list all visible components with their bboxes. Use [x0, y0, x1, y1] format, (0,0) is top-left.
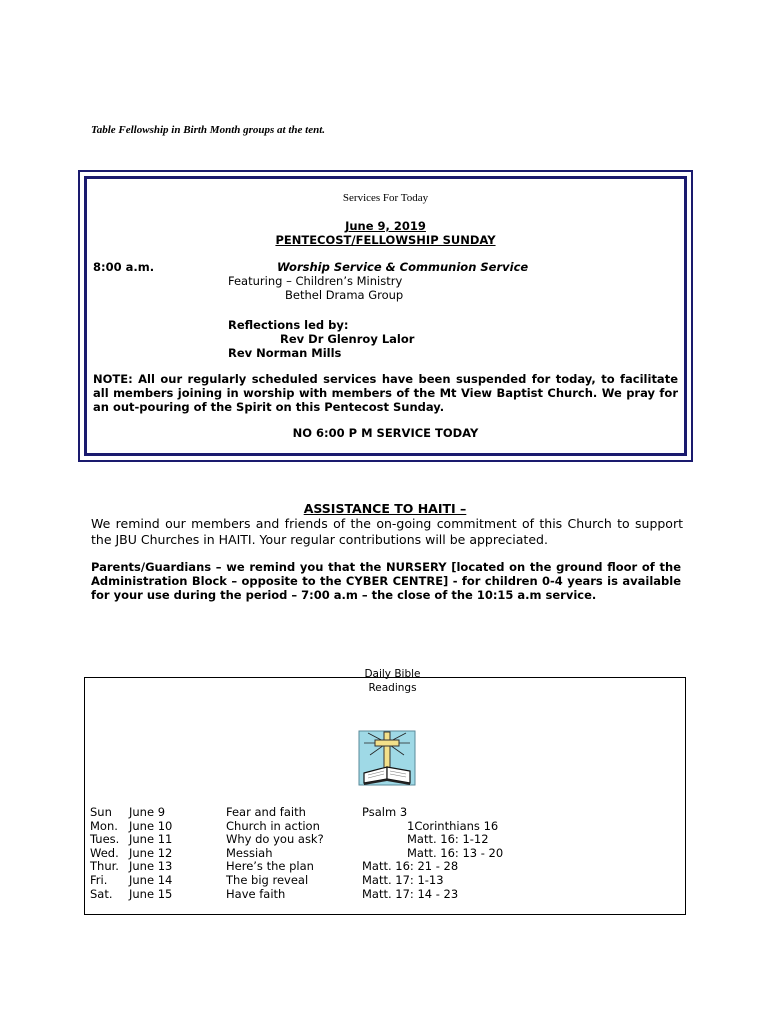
reading-reference: Matt. 16: 21 - 28 — [362, 859, 459, 874]
reflections-label: Reflections led by: — [228, 318, 349, 332]
reading-date: June 12 — [129, 845, 173, 860]
haiti-body: We remind our members and friends of the on-going commitment of this Church to support the JBU Churches in HAITI. Your regular contributions will be appreciated. — [91, 516, 683, 547]
reading-date: June 14 — [129, 872, 173, 887]
services-note: NOTE: All our regularly scheduled services have been suspended for today, to facilitate all members joining in worship with members of the Mt View Baptist Church. We pray for an out-pouring of the Spirit on this Pentecost Sunday. — [93, 372, 678, 414]
reading-theme: Have faith — [226, 886, 286, 901]
service-time: 8:00 a.m. — [93, 260, 155, 274]
reading-date: June 11 — [129, 832, 173, 847]
services-box — [78, 170, 693, 462]
reading-reference: Matt. 17: 14 - 23 — [362, 886, 459, 901]
reading-day: Mon. — [90, 818, 118, 833]
featuring-line: Featuring – Children’s Ministry — [228, 274, 403, 288]
reading-day: Tues. — [90, 832, 120, 847]
reading-day: Fri. — [90, 872, 108, 887]
readings-reference-column — [362, 806, 503, 901]
fellowship-note: Table Fellowship in Birth Month groups at the tent. — [91, 124, 326, 136]
cross-bible-clipart-icon — [356, 729, 418, 787]
readings-title-line1: Daily Bible — [364, 668, 421, 680]
reading-reference: Psalm 3 — [362, 805, 408, 819]
haiti-heading: ASSISTANCE TO HAITI – — [303, 501, 467, 516]
worship-service-title: Worship Service & Communion Service — [277, 260, 529, 274]
reading-theme: Church in action — [226, 818, 320, 833]
reading-theme: The big reveal — [226, 872, 309, 887]
service-date: June 9, 2019 — [345, 219, 426, 233]
reading-theme: Here’s the plan — [226, 859, 314, 874]
reading-reference: Matt. 17: 1-13 — [362, 872, 444, 887]
reflections-speaker-2: Rev Norman Mills — [228, 346, 342, 360]
reading-day: Sat. — [90, 886, 113, 901]
reading-reference: Matt. 16: 13 - 20 — [407, 845, 504, 860]
reading-theme: Why do you ask? — [226, 832, 324, 847]
reading-day: Wed. — [90, 845, 119, 860]
reflections-speaker-1: Rev Dr Glenroy Lalor — [280, 332, 415, 346]
services-inner-border — [84, 176, 687, 456]
reading-theme: Messiah — [226, 845, 273, 860]
reading-date: June 13 — [129, 859, 173, 874]
reading-date: June 10 — [129, 818, 173, 833]
reading-day: Sun — [90, 805, 112, 819]
reading-day: Thur. — [90, 859, 119, 874]
reading-reference: Matt. 16: 1-12 — [407, 832, 489, 847]
reading-date: June 9 — [129, 805, 166, 819]
service-sunday-name: PENTECOST/FELLOWSHIP SUNDAY — [275, 233, 496, 247]
readings-date-column — [129, 806, 172, 901]
drama-group-line: Bethel Drama Group — [285, 288, 404, 302]
reading-date: June 15 — [129, 886, 173, 901]
reading-reference: 1Corinthians 16 — [407, 818, 499, 833]
reading-theme: Fear and faith — [226, 805, 306, 819]
nursery-notice: Parents/Guardians – we remind you that the NURSERY [located on the ground floor of the Administration Block – opposite to the CYBER CENTRE] - for children 0-4 years is available for your use during the period – 7:00 a.m – the close of the 10:15 a.m service. — [91, 560, 681, 602]
readings-day-column — [90, 806, 119, 901]
readings-theme-column — [226, 806, 324, 901]
no-pm-service-notice: NO 6:00 P M SERVICE TODAY — [292, 426, 479, 440]
readings-title-line2: Readings — [368, 682, 417, 694]
services-title: Services For Today — [342, 192, 429, 204]
